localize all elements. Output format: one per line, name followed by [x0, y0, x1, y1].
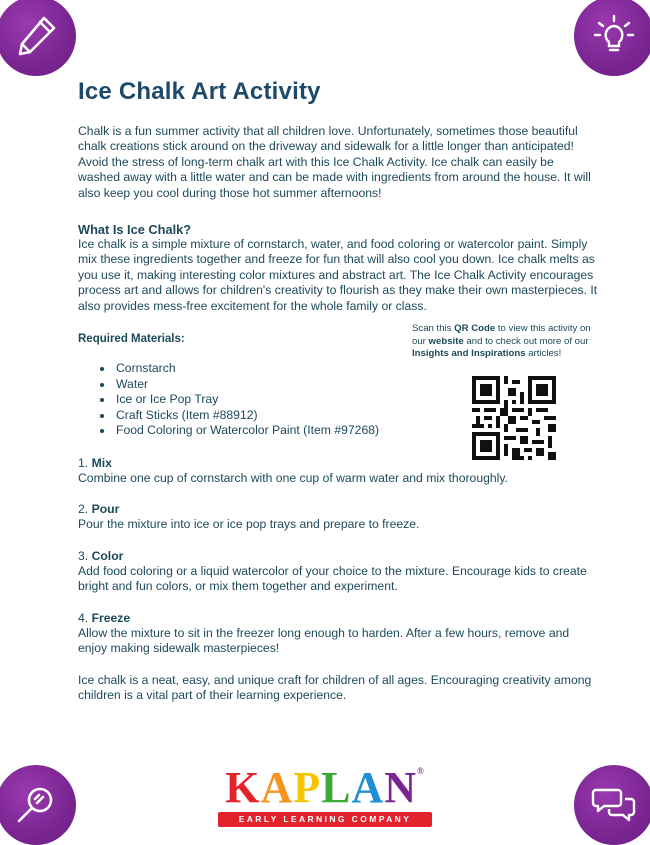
- step-4-body: Allow the mixture to sit in the freezer long enough to harden. After a few hours, remove and enjoy making sidewalk masterpieces!: [78, 626, 570, 656]
- step-3-body: Add food coloring or a liquid watercolor of your choice to the mixture. Encourage kids to create bright and fun colors, or mix them together and experiment.: [78, 564, 587, 594]
- step-1-body: Combine one cup of cornstarch with one cup of warm water and mix thoroughly.: [78, 471, 508, 485]
- step-1-heading: 1. Mix: [78, 456, 112, 470]
- speech-bubbles-icon: [591, 782, 637, 828]
- what-is-paragraph: Ice chalk is a simple mixture of cornstarch, water, and food coloring or watercolor paint. Simply mix these ingredients together and freeze for fun that will also cool you down. Ice chalk melts as you use it, making interesting color mixtures and abstract art. The Ice Chalk Activity encourages process art and allows for children's creativity to flourish as they make their own masterpieces. It also provides mess-free excitement for the whole family or class.: [78, 237, 598, 313]
- list-item: • Craft Sticks (Item #88912): [114, 408, 379, 424]
- corner-badge-bottom-left: [0, 765, 76, 845]
- step-4-heading: 4. Freeze: [78, 611, 131, 625]
- kaplan-logo[interactable]: [205, 763, 445, 828]
- pencil-icon: [13, 13, 59, 59]
- logo-letter: A: [351, 763, 385, 812]
- corner-badge-top-right: [574, 0, 650, 76]
- corner-badge-bottom-right: [574, 765, 650, 845]
- step-3-heading: 3. Color: [78, 549, 124, 563]
- what-is-heading: What Is Ice Chalk?: [78, 222, 192, 237]
- logo-wordmark: [205, 763, 445, 812]
- logo-letter: A: [260, 763, 294, 812]
- logo-letter: L: [321, 763, 352, 812]
- logo-letter: N: [384, 763, 418, 812]
- list-item: • Cornstarch: [114, 361, 379, 377]
- qr-note: Scan this QR Code to view this activity on our website and to check out more of our Insights and Inspirations articles!: [412, 323, 591, 360]
- list-item: • Food Coloring or Watercolor Paint (Item #97268): [114, 423, 379, 439]
- materials-heading: Required Materials:: [78, 333, 185, 345]
- logo-letter: K: [225, 763, 261, 812]
- logo-tagline: EARLY LEARNING COMPANY: [218, 812, 432, 827]
- closing-paragraph: Ice chalk is a neat, easy, and unique craft for children of all ages. Encouraging creativity among children is a vital part of their learning experience.: [78, 673, 592, 703]
- list-item: • Water: [114, 377, 379, 393]
- qr-code-icon[interactable]: [472, 376, 556, 460]
- materials-list: [96, 361, 379, 439]
- intro-paragraph: Chalk is a fun summer activity that all children love. Unfortunately, sometimes those beautiful chalk creations stick around on the driveway and sidewalk for a little longer than anticipated! Avoid the stress of long-term chalk art with this Ice Chalk Activity. Ice chalk can easily be washed away with a little water and can be made with ingredients from around the house. It will also keep you cool during those hot summer afternoons!: [78, 124, 591, 200]
- list-item: • Ice or Ice Pop Tray: [114, 392, 379, 408]
- lightbulb-icon: [591, 13, 637, 59]
- logo-letter: P: [293, 763, 322, 812]
- step-2-heading: 2. Pour: [78, 502, 120, 516]
- magnifier-icon: [13, 782, 59, 828]
- step-2-body: Pour the mixture into ice or ice pop trays and prepare to freeze.: [78, 517, 420, 531]
- corner-badge-top-left: [0, 0, 76, 76]
- page-title: Ice Chalk Art Activity: [78, 78, 321, 105]
- registered-mark: ®: [417, 766, 425, 776]
